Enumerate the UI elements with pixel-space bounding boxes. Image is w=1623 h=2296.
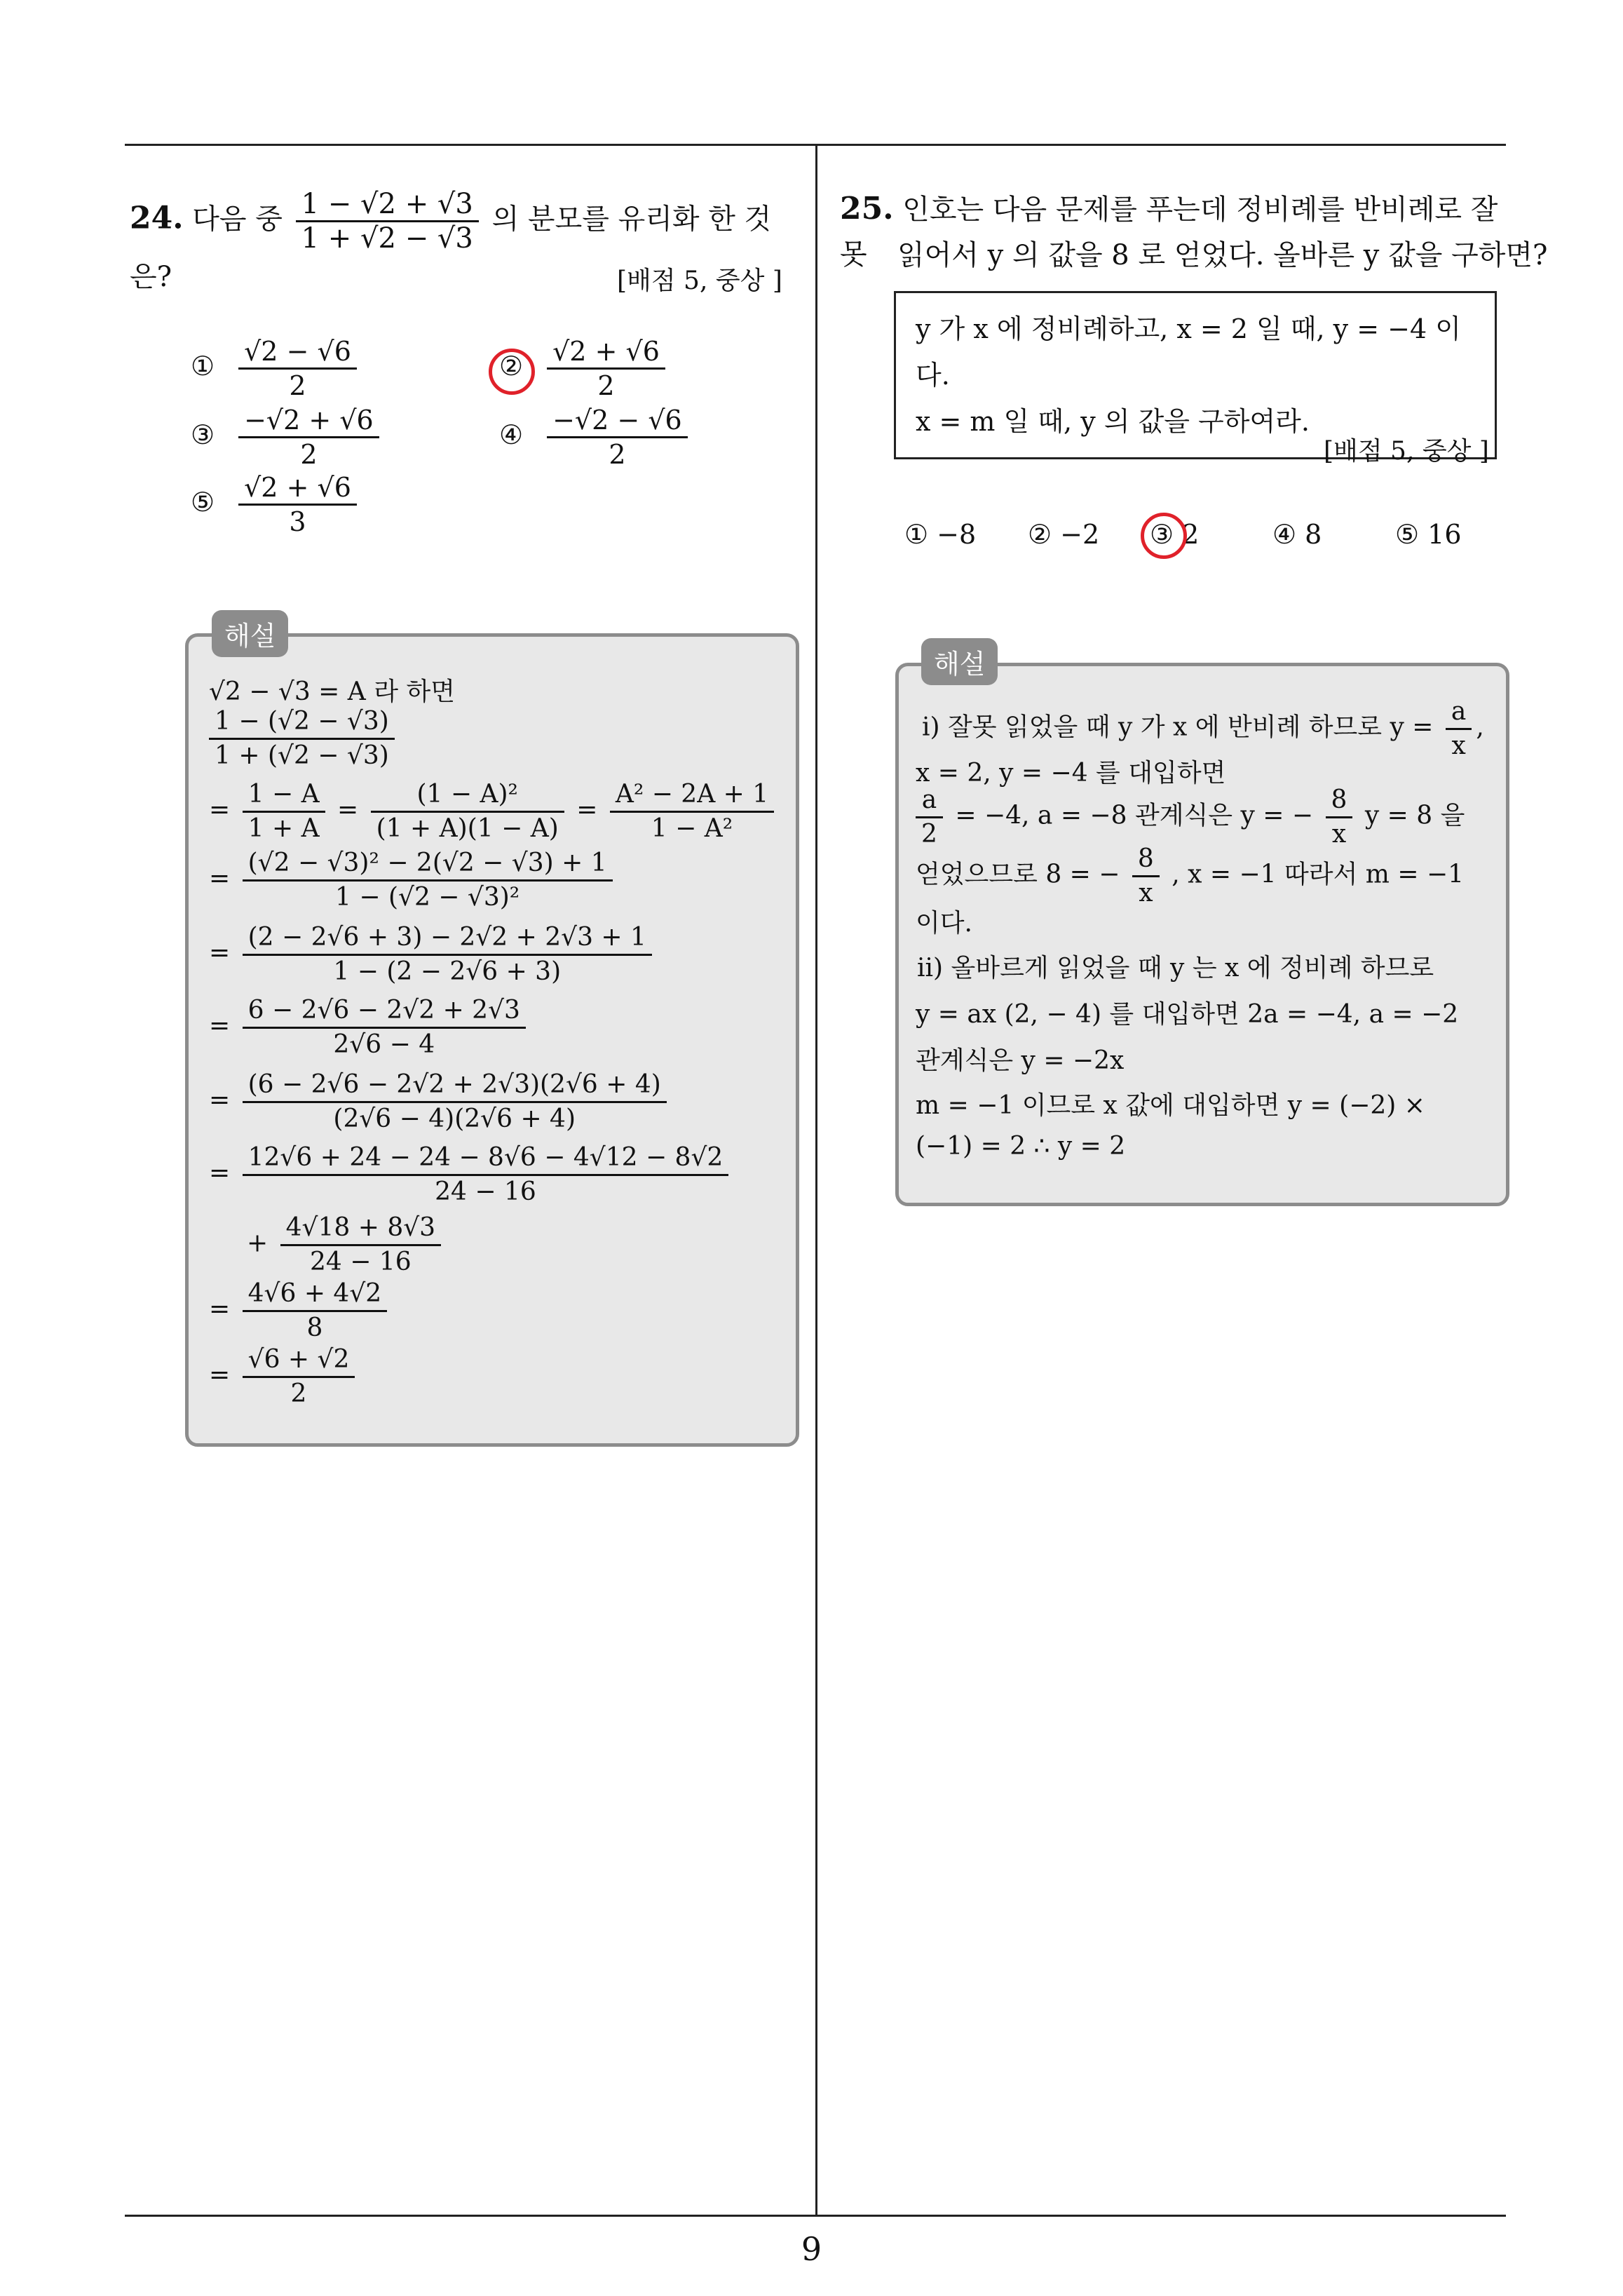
eq-sign: = [576,795,598,825]
q25-sol-line-10: (−1) = 2 ∴ y = 2 [916,1132,1126,1161]
sol-text: = −4, a = −8 관계식은 y = − [955,801,1314,830]
q24-sol-line-1: √2 − √3 = A 라 하면 [209,677,456,706]
q24-sol-line-4 [209,847,617,914]
option-marker: ③ [1150,519,1174,550]
q25-prompt-line-1: 인호는 다음 문제를 푸는데 정비례를 반비례로 잘못 [840,194,1498,271]
frac-den: x [1139,879,1153,907]
frac-num: 12√6 + 24 − 24 − 8√6 − 4√12 − 8√2 [243,1142,729,1176]
frac-num: 8 [1132,843,1160,877]
frac-num: A² − 2A + 1 [610,778,774,813]
q24-sol-line-11 [209,1344,359,1410]
frac-den: 1 − (√2 − √3)² [335,883,520,912]
q24-number: 24. [130,200,184,236]
sol-text: 얻었으므로 8 = − [916,860,1120,889]
q25-meta: [배점 5, 중상 ] [1324,437,1489,466]
q25-option-1[interactable] [904,519,976,550]
option-marker: ② [499,351,524,381]
frac-num: 1 − (√2 − √3) [209,705,395,740]
q24-frac-num: 1 − √2 + √3 [296,188,479,222]
eq-sign: = [209,1360,231,1390]
option-num: √2 + √6 [547,335,665,370]
bottom-rule [125,2215,1506,2217]
page-number: 9 [801,2230,822,2268]
option-marker: ⑤ [191,487,215,518]
q24-answer-circle [489,349,535,395]
q25-number: 25. [840,191,894,227]
frac-den: 2√6 − 4 [333,1030,435,1059]
frac-den: 24 − 16 [435,1177,536,1206]
option-num: −√2 + √6 [238,404,379,438]
frac-num: 8 [1326,784,1353,818]
frac-den: 1 − A² [651,814,733,843]
frac-den: 2 [290,1379,307,1408]
q24-sol-line-7 [209,1069,671,1135]
q25-option-5[interactable] [1395,519,1462,550]
q24-solution-tag: 해설 [212,610,288,657]
frac-den: 8 [306,1314,323,1342]
frac-num: (1 − A)² [371,778,564,813]
option-den: 3 [289,506,306,537]
plus-sign: + [247,1229,269,1258]
frac-num: (√2 − √3)² − 2(√2 − √3) + 1 [243,847,613,882]
q25-sol-line-9: m = −1 이므로 x 값에 대입하면 y = (−2) × [916,1091,1425,1120]
q24-meta: [배점 5, 중상 ] [617,266,782,295]
q24-sol-line-3 [209,778,778,845]
option-den: 2 [289,370,306,401]
q24-sol-line-9 [247,1212,445,1278]
frac-den: 2 [921,820,937,849]
q24-sol-line-8 [209,1142,733,1208]
frac-num: √6 + √2 [243,1344,355,1378]
sol-text: , x = −1 따라서 m = −1 [1172,860,1465,889]
option-value: 16 [1427,519,1462,550]
eq-sign: = [209,938,231,968]
frac-den: x [1331,820,1347,849]
frac-den: 24 − 16 [310,1248,412,1276]
eq-sign: = [209,1159,231,1188]
option-marker: ② [1028,519,1052,550]
q24-sol-line-2 [205,705,399,772]
option-value: −8 [937,519,977,550]
frac-den: 1 − (2 − 2√6 + 3) [333,957,562,986]
q24-option-4[interactable] [499,404,692,471]
frac-num: (2 − 2√6 + 3) − 2√2 + 2√3 + 1 [243,921,652,956]
option-marker: ① [904,519,929,550]
q24-sol-line-6 [209,994,530,1061]
eq-sign: = [209,795,231,825]
q25-solution-tag: 해설 [921,638,998,685]
frac-num: (6 − 2√6 − 2√2 + 2√3)(2√6 + 4) [243,1069,667,1103]
q25-sol-line-2: x = 2, y = −4 를 대입하면 [916,759,1226,788]
eq-sign: = [209,1086,231,1115]
frac-num: a [916,784,943,818]
frac-den: (2√6 − 4)(2√6 + 4) [333,1105,576,1133]
q25-sol-line-5: 이다. [916,909,972,938]
q25-sol-line-7: y = ax (2, − 4) 를 대입하면 2a = −4, a = −2 [916,1000,1459,1029]
column-divider [815,144,817,2216]
frac-num: a [1446,696,1472,730]
sol-text: ⅰ) 잘못 읽었을 때 y 가 x 에 반비례 하므로 y = [922,713,1434,742]
q24-option-1[interactable] [191,335,361,402]
q25-option-4[interactable] [1272,519,1322,550]
q25-box-line-2: x = m 일 때, y 의 값을 구하여라. [916,406,1310,437]
option-value: −2 [1060,519,1100,550]
option-num: √2 − √6 [238,335,357,370]
q25-sol-line-3 [911,784,1465,851]
eq-sign: = [337,795,359,825]
option-marker: ① [191,351,215,381]
q25-sol-line-4 [916,843,1464,910]
q24-sol-line-10 [209,1278,391,1344]
q24-sol-line-5 [209,921,656,988]
q25-sol-line-8: 관계식은 y = −2x [916,1046,1125,1075]
frac-num: 1 − A [243,778,325,813]
q24-frac-den: 1 + √2 − √3 [301,222,473,255]
q25-box-line-1: y 가 x 에 정비례하고, x = 2 일 때, y = −4 이다. [916,313,1461,391]
option-marker: ⑤ [1395,519,1420,550]
option-marker: ③ [191,419,215,450]
q24-option-5[interactable] [191,471,361,538]
q24-prompt-after: 의 분모를 유리화 한 것은? [130,203,772,293]
q25-sol-line-1 [922,696,1484,762]
option-marker: ④ [1272,519,1297,550]
frac-num: 4√18 + 8√3 [280,1212,441,1246]
option-num: √2 + √6 [238,471,357,506]
frac-den: 1 + A [247,814,320,843]
eq-sign: = [209,1011,231,1041]
eq-sign: = [209,1295,231,1324]
q24-prompt-fraction [296,188,479,255]
frac-den: 1 + (√2 − √3) [215,741,389,770]
eq-sign: = [209,864,231,893]
option-den: 2 [609,439,626,470]
option-num: −√2 − √6 [547,404,688,438]
option-den: 2 [300,439,318,470]
q25-answer-circle [1141,513,1187,559]
q25-sol-line-6: ⅱ) 올바르게 읽었을 때 y 는 x 에 정비례 하므로 [917,954,1434,982]
q24-option-3[interactable] [191,404,383,471]
sol-text: , [1476,713,1484,742]
frac-den: x [1451,731,1466,760]
option-value: 8 [1305,519,1322,550]
frac-den: (1 + A)(1 − A) [376,814,559,843]
q25-prompt-line-2: 읽어서 y 의 값을 8 로 얻었다. 올바른 y 값을 구하면? [897,239,1548,271]
q25-option-2[interactable] [1028,519,1099,550]
frac-num: 6 − 2√6 − 2√2 + 2√3 [243,994,526,1029]
sol-text: y = 8 을 [1364,801,1465,830]
option-value: 2 [1182,519,1200,550]
q24-prompt-before: 다음 중 [192,203,283,236]
option-den: 2 [597,370,615,401]
frac-num: 4√6 + 4√2 [243,1278,388,1312]
option-marker: ④ [499,419,524,450]
